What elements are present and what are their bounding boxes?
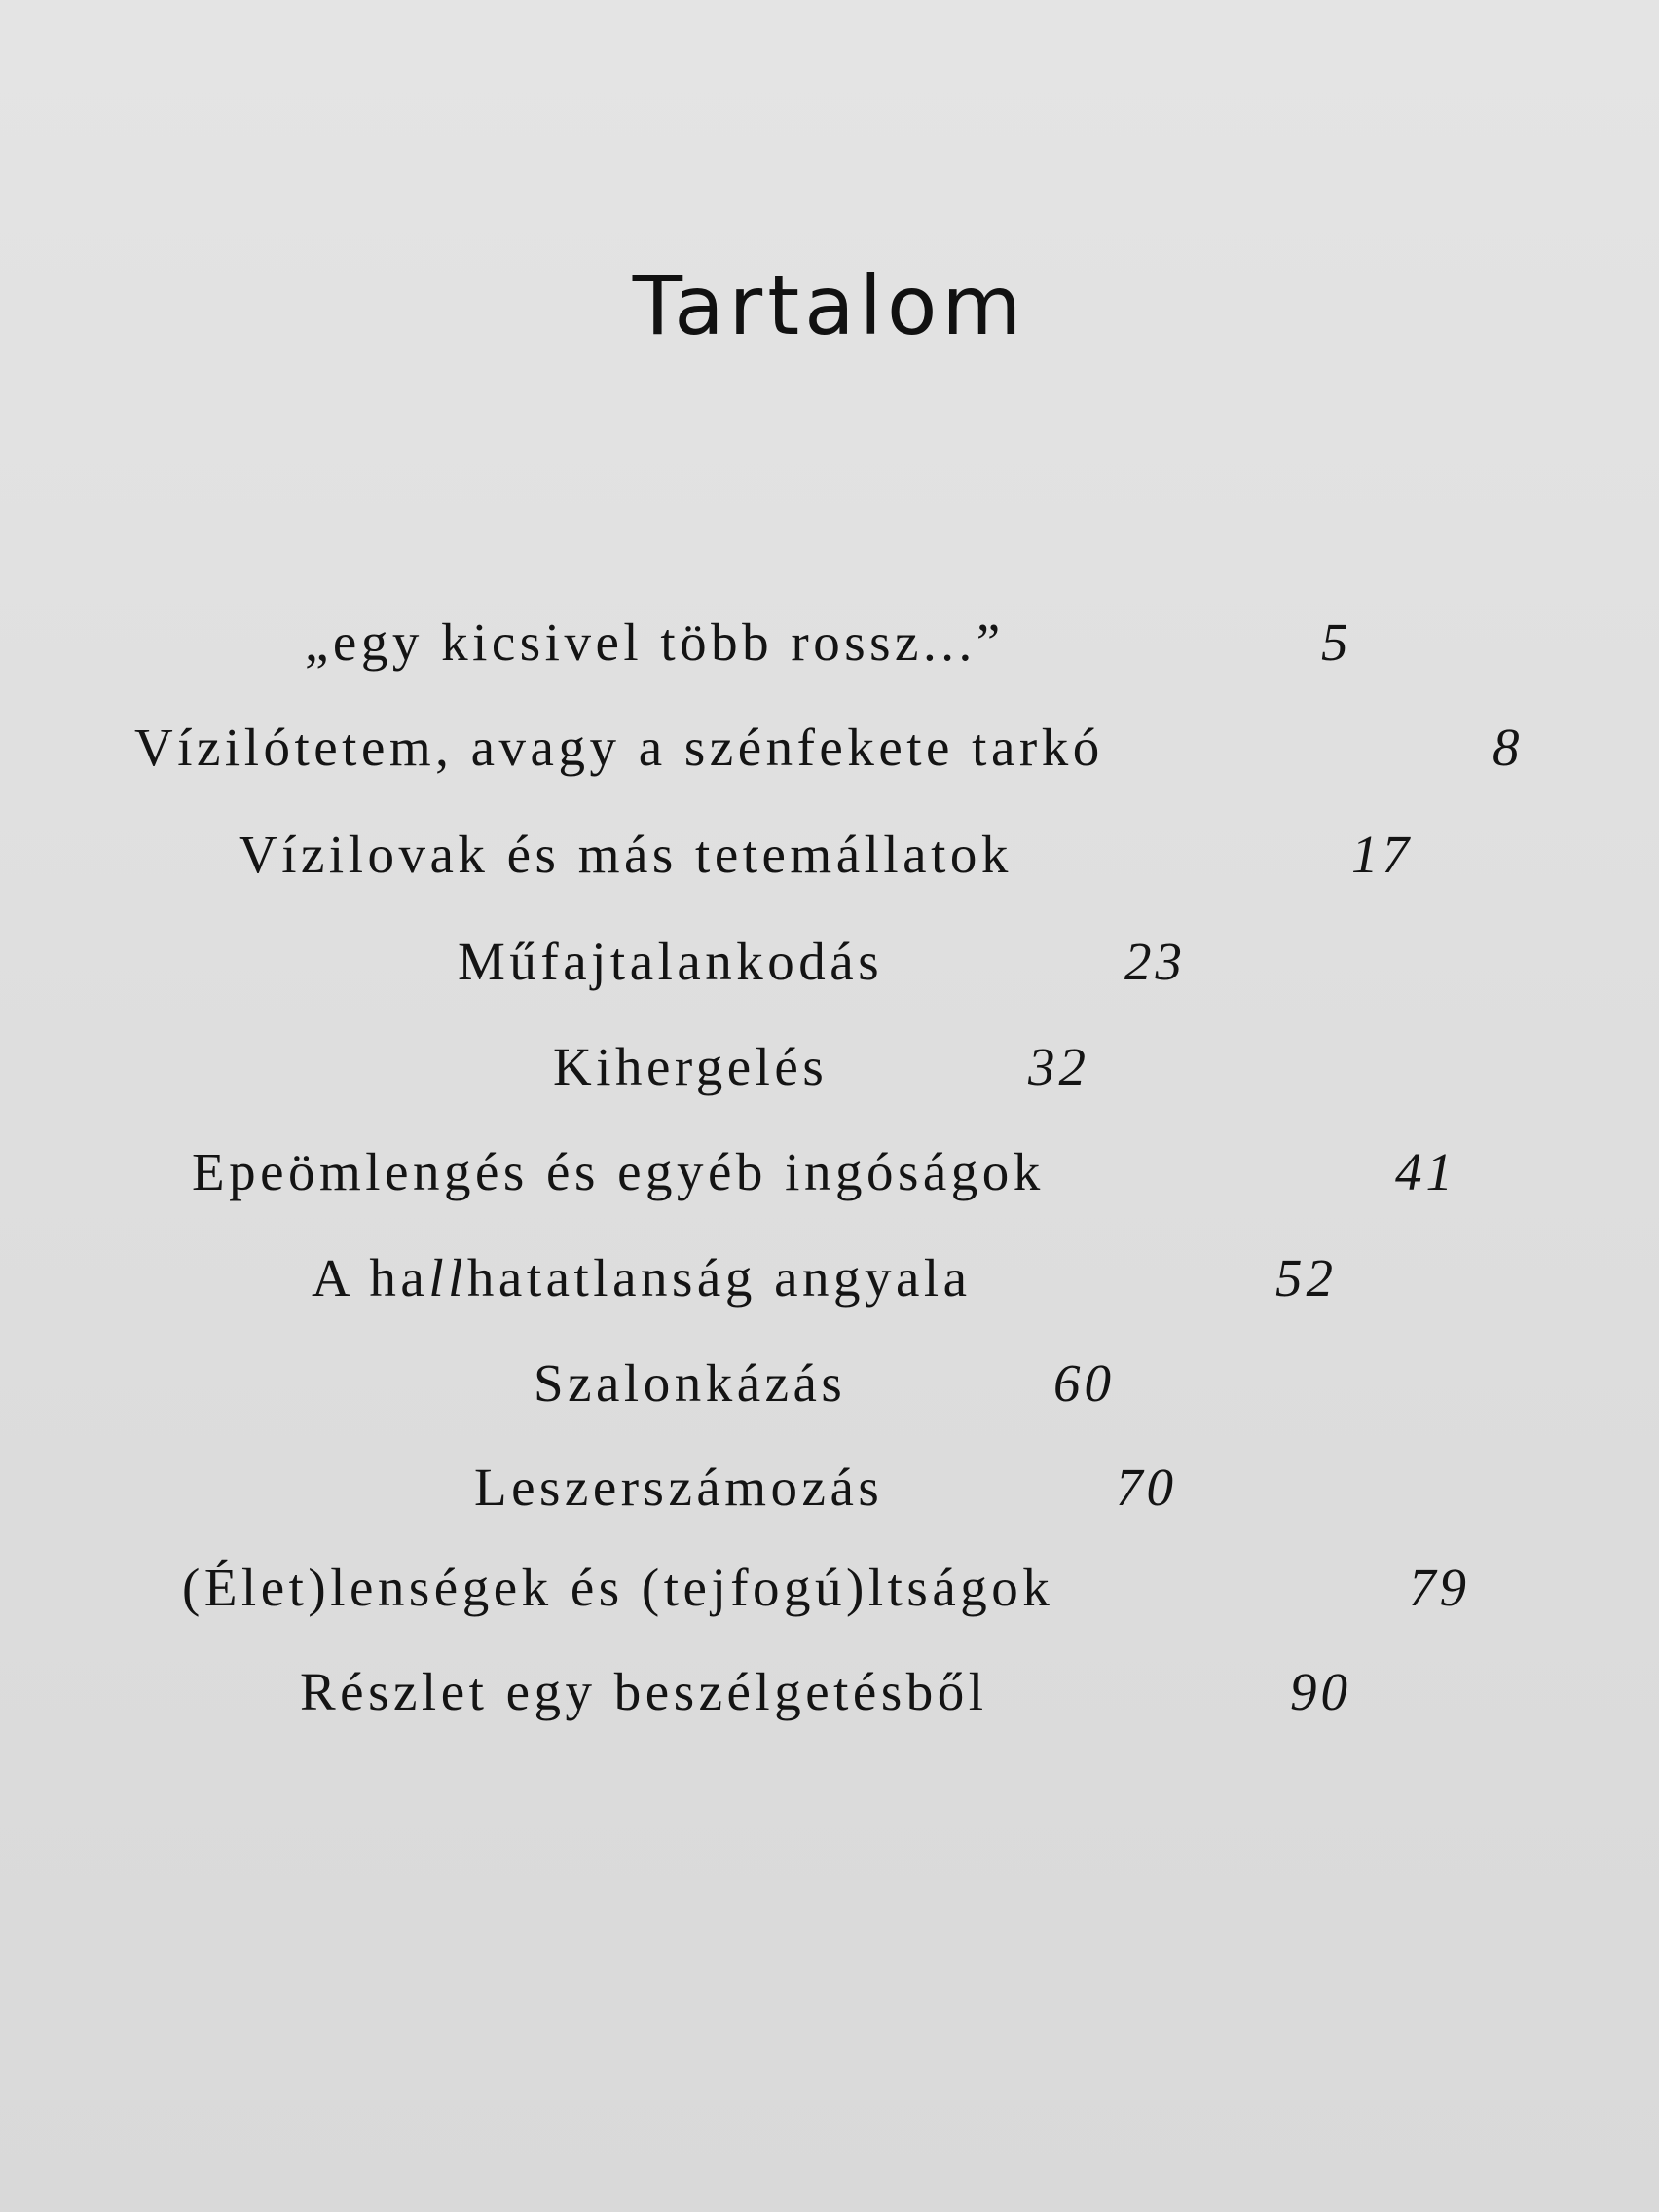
toc-page-number: 17 — [1351, 825, 1413, 884]
toc-page-number: 70 — [1116, 1457, 1177, 1517]
page-title: Tartalom — [632, 258, 1027, 353]
toc-entry — [305, 612, 1005, 672]
toc-entry — [182, 1558, 1054, 1617]
toc-entry-title: Szalonkázás — [534, 1353, 847, 1413]
toc-entry — [534, 1353, 847, 1413]
toc-page-number: 23 — [1124, 932, 1186, 991]
toc-entry — [134, 718, 1104, 777]
toc-entry-title: Kihergelés — [553, 1037, 829, 1096]
toc-page-number: 5 — [1321, 612, 1352, 672]
toc-entry-title: Epeömlengés és egyéb ingóságok — [192, 1142, 1045, 1201]
toc-entry — [474, 1457, 884, 1517]
toc-entry-title: (Élet)lenségek és (tejfogú)ltságok — [182, 1558, 1054, 1617]
toc-page-number: 90 — [1290, 1662, 1351, 1721]
toc-entry — [192, 1142, 1045, 1201]
toc-entry — [312, 1248, 972, 1308]
toc-entry-title: A hallhatatlanság angyala — [312, 1248, 972, 1308]
toc-page-number: 41 — [1395, 1142, 1456, 1201]
toc-entry-title: Részlet egy beszélgetésből — [300, 1662, 988, 1721]
toc-entry-title: „egy kicsivel több rossz...” — [305, 612, 1005, 672]
toc-page-number: 52 — [1275, 1248, 1337, 1308]
toc-entry-title: Műfajtalankodás — [458, 932, 884, 991]
toc-entry — [553, 1037, 829, 1096]
toc-entry — [239, 825, 1013, 884]
toc-entry-title: Leszerszámozás — [474, 1457, 884, 1517]
toc-page-number: 32 — [1028, 1037, 1089, 1096]
toc-entry-title: Vízilovak és más tetemállatok — [239, 825, 1013, 884]
toc-page-number: 8 — [1493, 718, 1524, 777]
toc-entry — [458, 932, 884, 991]
toc-entry-title: Vízilótetem, avagy a szénfekete tarkó — [134, 718, 1104, 777]
toc-page-number: 79 — [1409, 1558, 1470, 1617]
toc-entry — [300, 1662, 988, 1721]
toc-page-number: 60 — [1053, 1353, 1115, 1413]
